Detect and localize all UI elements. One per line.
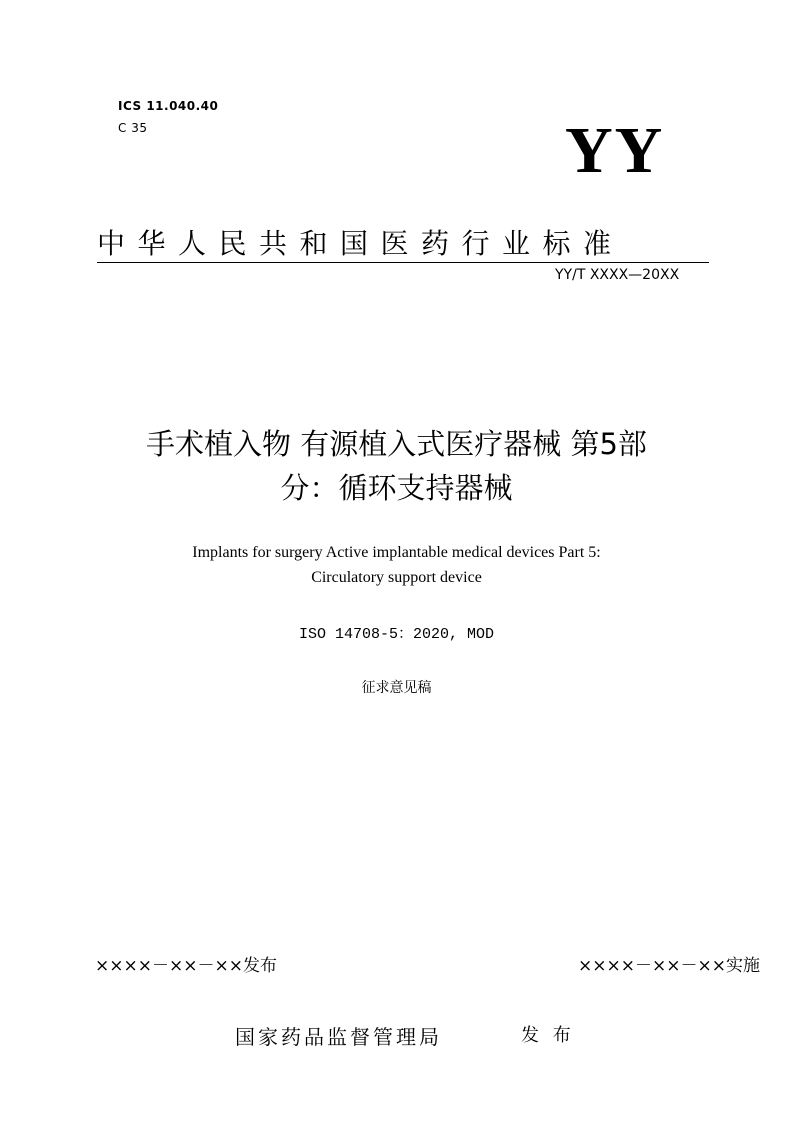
ccs-code: C 35 [118,121,148,135]
header-divider [97,262,709,263]
document-title-english-line-2: Circulatory support device [311,569,482,586]
standard-logo: YY [565,114,665,187]
standard-number: YY/T XXXX—20XX [555,267,680,283]
document-title-chinese-line-2: 分：循环支持器械 [280,471,513,505]
document-title-chinese [0,422,793,510]
draft-status: 征求意见稿 [361,681,432,696]
issuing-authority: 国家药品监督管理局 [235,1025,442,1049]
iso-reference: ISO 14708-5：2020, MOD [298,626,495,643]
document-title-chinese-line-1: 手术植入物 有源植入式医疗器械 第5部 [146,427,647,461]
issue-label: 发 布 [521,1025,575,1046]
standard-type-title: 中华人民共和国医药行业标准 [97,227,624,260]
document-title-english [0,540,793,590]
implementation-date: ××××－××－××实施 [578,956,760,976]
document-title-english-line-1: Implants for surgery Active implantable medical devices Part 5: [192,544,601,561]
issue-date: ××××－××－××发布 [95,956,277,976]
ics-code: ICS 11.040.40 [118,99,219,113]
